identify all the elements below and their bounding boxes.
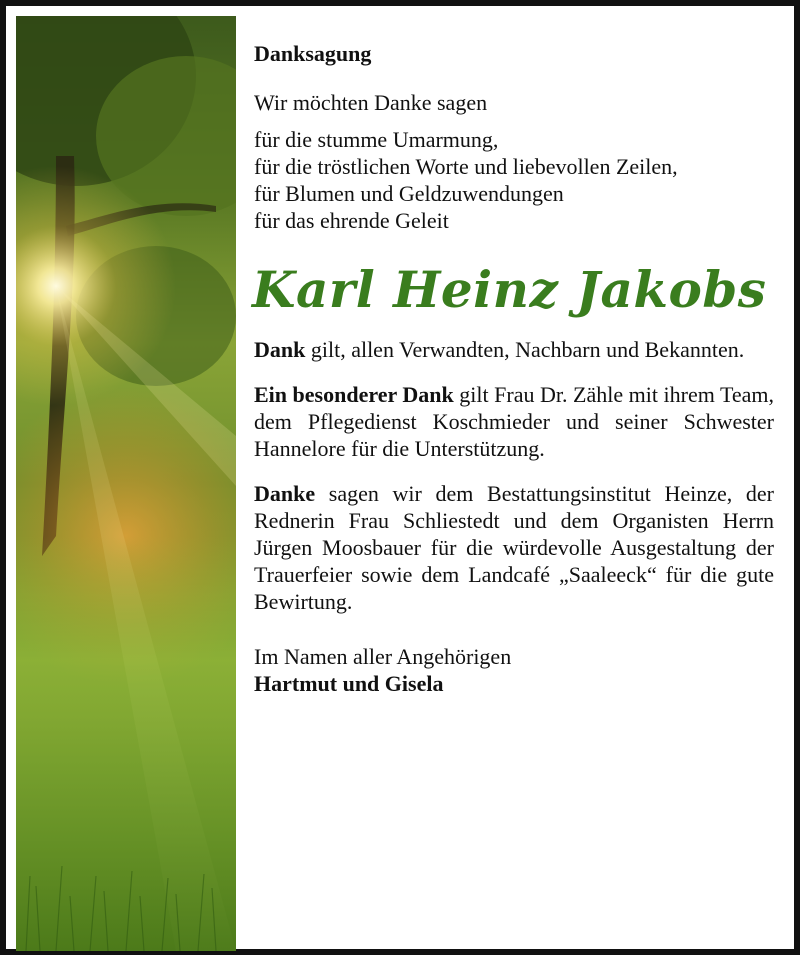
thanks-paragraph <box>254 336 774 363</box>
forest-sunlight-photo <box>16 16 236 951</box>
intro-line: Wir möchten Danke sagen <box>254 90 488 115</box>
notice-heading: Danksagung <box>254 41 372 66</box>
notice-text <box>254 40 774 697</box>
reason-line: für die stumme Umarmung, <box>254 127 499 152</box>
paragraph-body: gilt, allen Verwandten, Nachbarn und Bekannten. <box>305 337 745 362</box>
signature-block <box>254 643 774 697</box>
paragraph-lead: Ein besonderer Dank <box>254 382 454 407</box>
paragraph-lead: Dank <box>254 337 306 362</box>
reason-line: für die tröstlichen Worte und liebevollen Zeilen, <box>254 154 678 179</box>
reason-line: für Blumen und Geldzuwendungen <box>254 181 564 206</box>
forest-illustration <box>16 16 236 951</box>
signature-line: Im Namen aller Angehörigen <box>254 644 512 669</box>
deceased-name: Karl Heinz Jakobs <box>252 260 767 319</box>
reasons-list <box>254 126 774 234</box>
paragraph-lead: Danke <box>254 481 316 506</box>
paragraph-body: sagen wir dem Bestattungsinstitut Heinze, der Rednerin Frau Schliestedt und dem Organisten Herrn Jürgen Moosbauer für die würdevolle Ausgestaltung der Trauerfeier sowie dem Landcafé „Saaleeck“ für die gute Bewirtung. <box>254 481 774 614</box>
reason-line: für das ehrende Geleit <box>254 208 449 233</box>
thanks-paragraph <box>254 381 774 462</box>
paragraph-body: gilt Frau Dr. Zähle mit ihrem Team, dem Pflegedienst Koschmieder und seiner Schwester Hannelore für die Unterstützung. <box>254 382 774 461</box>
signers: Hartmut und Gisela <box>254 671 444 696</box>
thanks-paragraph <box>254 480 774 615</box>
